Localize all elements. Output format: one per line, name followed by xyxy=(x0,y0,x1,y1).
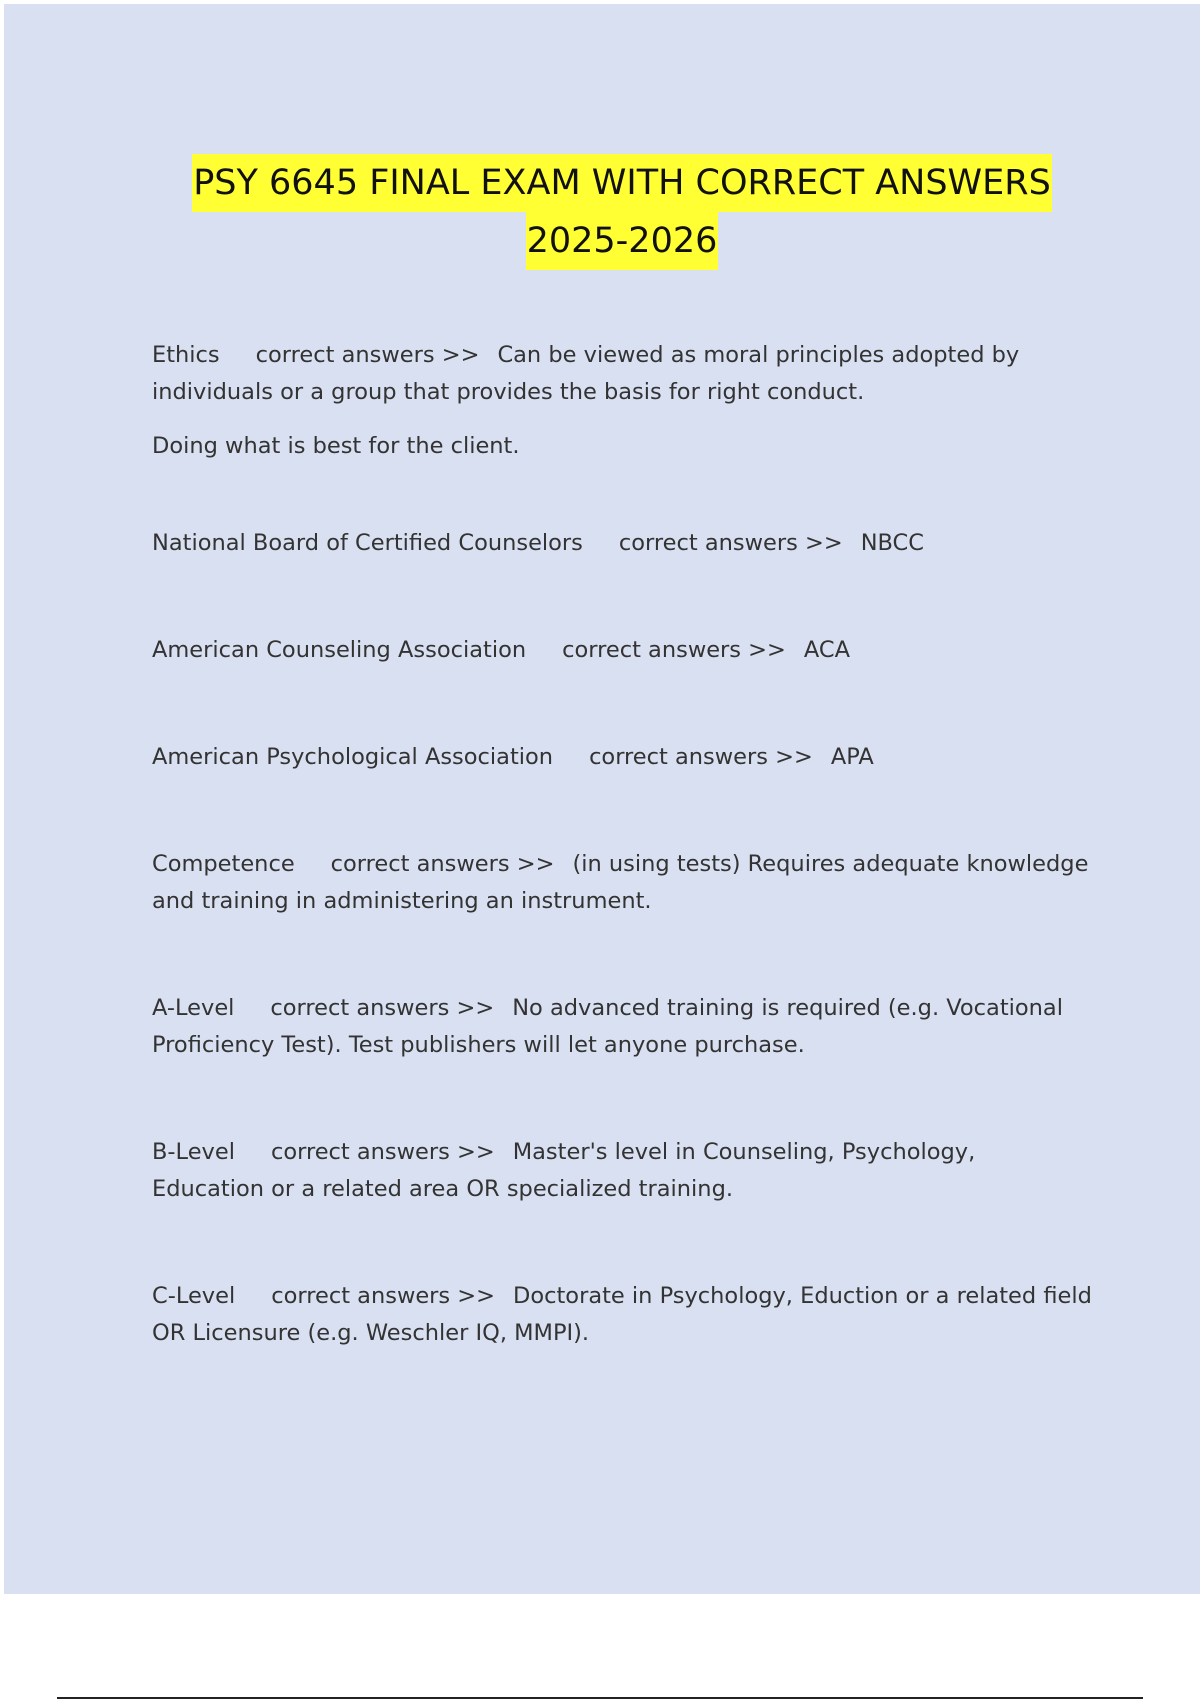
title-line-2: 2025-2026 xyxy=(526,212,719,270)
entry-term: B-Level xyxy=(152,1139,235,1165)
page-sheet xyxy=(4,4,1200,1594)
entry-marker: correct answers >> xyxy=(618,530,843,556)
entry-answer: ACA xyxy=(803,637,850,663)
entry-marker: correct answers >> xyxy=(589,744,813,770)
entry-answer: Can be viewed as moral principles adopted by individuals or a group that provides the basis for right conduct. xyxy=(152,342,1020,405)
entry-answer: APA xyxy=(830,744,874,770)
entry-marker: correct answers >> xyxy=(270,995,495,1021)
qa-entry-a-level xyxy=(152,990,1092,1064)
qa-entry-competence xyxy=(152,846,1092,920)
entry-marker: correct answers >> xyxy=(271,1283,496,1309)
entry-marker: correct answers >> xyxy=(562,637,786,663)
qa-entry-nbcc xyxy=(152,525,1092,562)
entry-answer: NBCC xyxy=(860,530,924,556)
entry-marker: correct answers >> xyxy=(255,342,480,368)
footer-divider xyxy=(57,1697,1143,1699)
entry-term: C-Level xyxy=(152,1283,236,1309)
qa-entry-ethics xyxy=(152,337,1092,465)
entry-term: American Counseling Association xyxy=(152,637,527,663)
entry-answer: (in using tests) Requires adequate knowledge and training in administering an instrument. xyxy=(152,851,1089,914)
entry-marker: correct answers >> xyxy=(330,851,555,877)
entry-answer: Master's level in Counseling, Psychology, Education or a related area OR specialized training. xyxy=(152,1139,976,1202)
entry-term: A-Level xyxy=(152,995,235,1021)
entry-extra-note: Doing what is best for the client. xyxy=(152,433,520,459)
entry-answer: Doctorate in Psychology, Eduction or a related field OR Licensure (e.g. Weschler IQ, MMPI). xyxy=(152,1283,1092,1346)
title-line-1: PSY 6645 FINAL EXAM WITH CORRECT ANSWERS xyxy=(192,154,1052,212)
entry-marker: correct answers >> xyxy=(270,1139,495,1165)
entry-term: Ethics xyxy=(152,342,220,368)
document-title xyxy=(4,154,1200,270)
entry-term: Competence xyxy=(152,851,295,877)
entry-term: American Psychological Association xyxy=(152,744,554,770)
qa-entry-aca xyxy=(152,632,1092,669)
qa-list xyxy=(152,337,1092,1422)
qa-entry-apa xyxy=(152,739,1092,776)
qa-entry-c-level xyxy=(152,1278,1092,1352)
entry-answer: No advanced training is required (e.g. Vocational Proficiency Test). Test publishers will let anyone purchase. xyxy=(152,995,1063,1058)
qa-entry-b-level xyxy=(152,1134,1092,1208)
entry-term: National Board of Certified Counselors xyxy=(152,530,583,556)
